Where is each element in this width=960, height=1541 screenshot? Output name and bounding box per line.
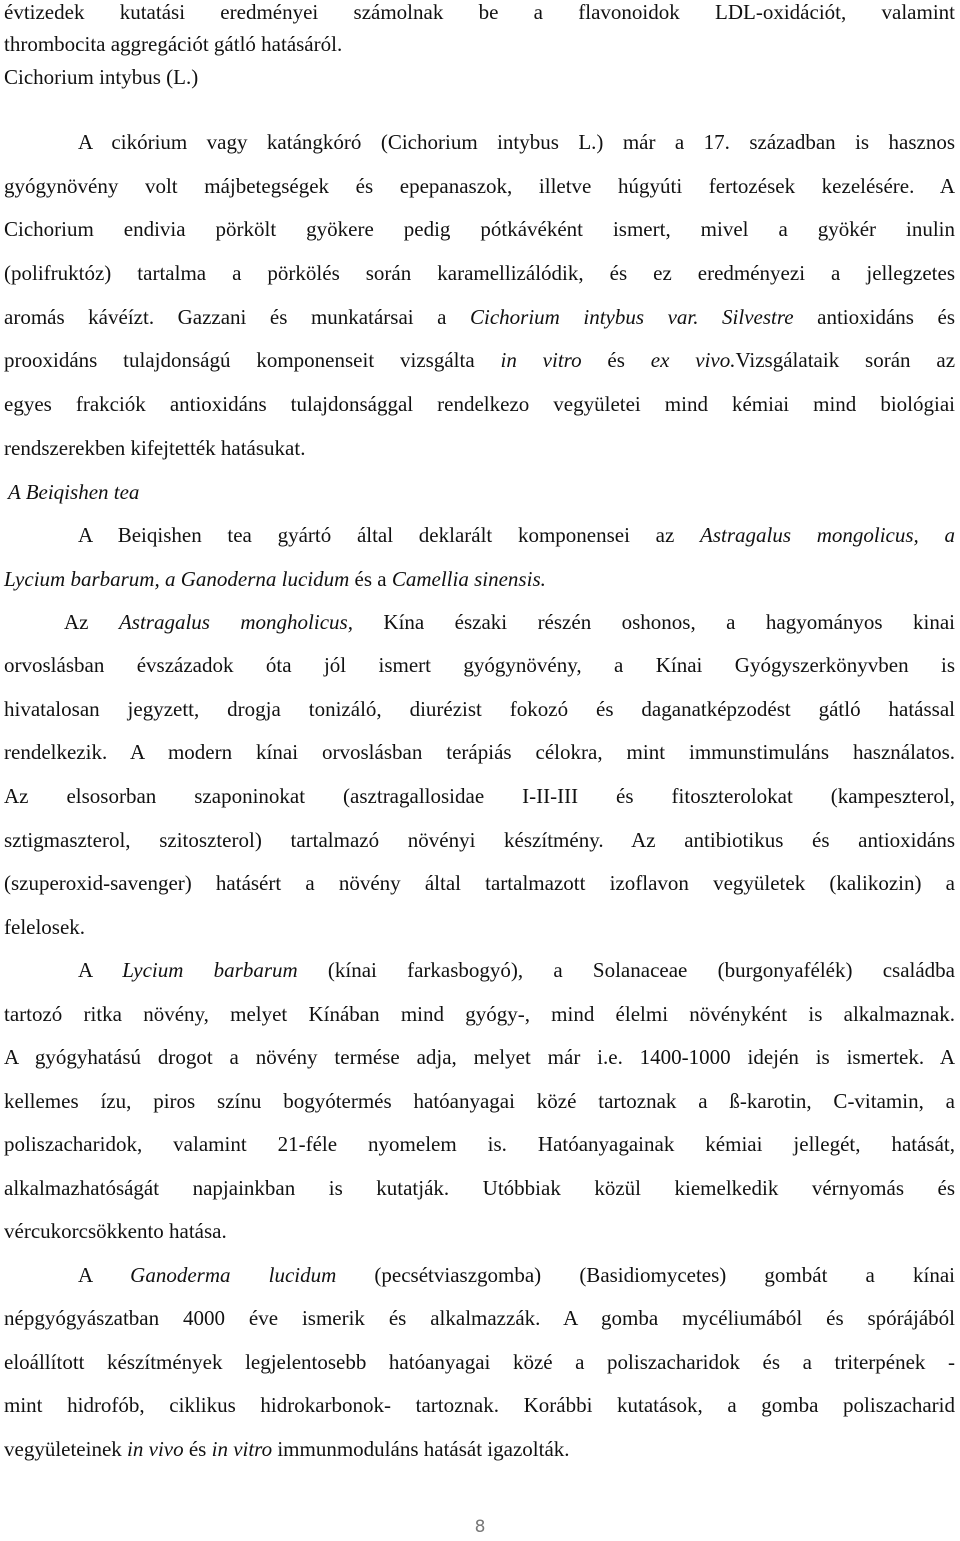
text-line: felelosek. [4, 915, 86, 939]
text-line: A cikórium vagy katángkóró (Cichorium intybus L.) már a 17. században is hasznos [78, 130, 955, 154]
page-number: 8 [474, 1517, 486, 1537]
text-line: prooxidáns tulajdonságú komponenseit vizsgálta in vitro és ex vivo.Vizsgálataik során az [4, 348, 956, 372]
text-line: thrombocita aggregációt gátló hatásáról. [4, 32, 343, 56]
text-line: rendelkezik. A modern kínai orvoslásban terápiás célokra, mint immunstimuláns használatos. [4, 740, 955, 764]
text-line: egyes frakciók antioxidáns tulajdonsággal rendelkezo vegyületei mind kémiai mind biológiai [4, 392, 955, 416]
text-line: hivatalosan jegyzett, drogja tonizáló, diurézist fokozó és daganatképzodést gátló hatással [4, 697, 955, 721]
text-line: A gyógyhatású drogot a növény termése adja, melyet már i.e. 1400-1000 idején is ismertek. A [4, 1045, 955, 1069]
text-line: vegyületeinek in vivo és in vitro immunmoduláns hatását igazolták. [4, 1437, 570, 1461]
text-line: A Beiqishen tea gyártó által deklarált komponensei az Astragalus mongolicus, a [78, 523, 956, 547]
text-line: Az elsosorban szaponinokat (asztragallosidae I-II-III és fitoszterolokat (kampeszterol, [4, 784, 955, 808]
text-line: Lycium barbarum, a Ganoderna lucidum és a Camellia sinensis. [4, 567, 546, 591]
text-line: A Ganoderma lucidum (pecsétviaszgomba) (Basidiomycetes) gombát a kínai [78, 1263, 955, 1287]
text-line: rendszerekben kifejtették hatásukat. [4, 436, 306, 460]
text-line: A Lycium barbarum (kínai farkasbogyó), a Solanaceae (burgonyafélék) családba [78, 958, 955, 982]
text-line: évtizedek kutatási eredményei számolnak be a flavonoidok LDL-oxidációt, valamint [4, 0, 955, 24]
section-heading-cichorium: Cichorium intybus (L.) [4, 65, 199, 89]
text-line: Az Astragalus mongholicus, Kína északi részén oshonos, a hagyományos kinai [64, 610, 955, 634]
text-line: népgyógyászatban 4000 éve ismerik és alkalmazzák. A gomba mycéliumából és spórájából [4, 1306, 955, 1330]
text-line: gyógynövény volt májbetegségek és epepanaszok, illetve húgyúti fertozések kezelésére. A [4, 174, 955, 198]
text-line: sztigmaszterol, szitoszterol) tartalmazó növényi készítmény. Az antibiotikus és antioxidáns [4, 828, 955, 852]
text-line: Cichorium endivia pörkölt gyökere pedig pótkávéként ismert, mivel a gyökér inulin [4, 217, 955, 241]
section-heading-beiqishen: A Beiqishen tea [8, 480, 140, 504]
text-line: mint hidrofób, ciklikus hidrokarbonok- tartoznak. Korábbi kutatások, a gomba poliszacharid [4, 1393, 955, 1417]
text-line: (szuperoxid-savenger) hatásért a növény által tartalmazott izoflavon vegyületek (kalikozin) a [4, 871, 955, 895]
text-line: orvoslásban évszázadok óta jól ismert gyógynövény, a Kínai Gyógyszerkönyvben is [4, 653, 955, 677]
text-line: eloállított készítmények legjelentosebb hatóanyagai közé a poliszacharidok és a triterpének - [4, 1350, 955, 1374]
text-line: poliszacharidok, valamint 21-féle nyomelem is. Hatóanyagainak kémiai jellegét, hatását, [4, 1132, 955, 1156]
text-line: aromás kávéízt. Gazzani és munkatársai a Cichorium intybus var. Silvestre antioxidáns és [4, 305, 955, 329]
text-line: (polifruktóz) tartalma a pörkölés során karamellizálódik, és ez eredményezi a jellegzetes [4, 261, 955, 285]
text-line: alkalmazhatóságát napjainkban is kutatják. Utóbbiak közül kiemelkedik vérnyomás és [4, 1176, 955, 1200]
text-line: kellemes ízu, piros színu bogyótermés hatóanyagai közé tartoznak a ß-karotin, C-vitamin, a [4, 1089, 955, 1113]
text-line: tartozó ritka növény, melyet Kínában mind gyógy-, mind élelmi növényként is alkalmaznak. [4, 1002, 955, 1026]
text-line: vércukorcsökkento hatása. [4, 1219, 227, 1243]
